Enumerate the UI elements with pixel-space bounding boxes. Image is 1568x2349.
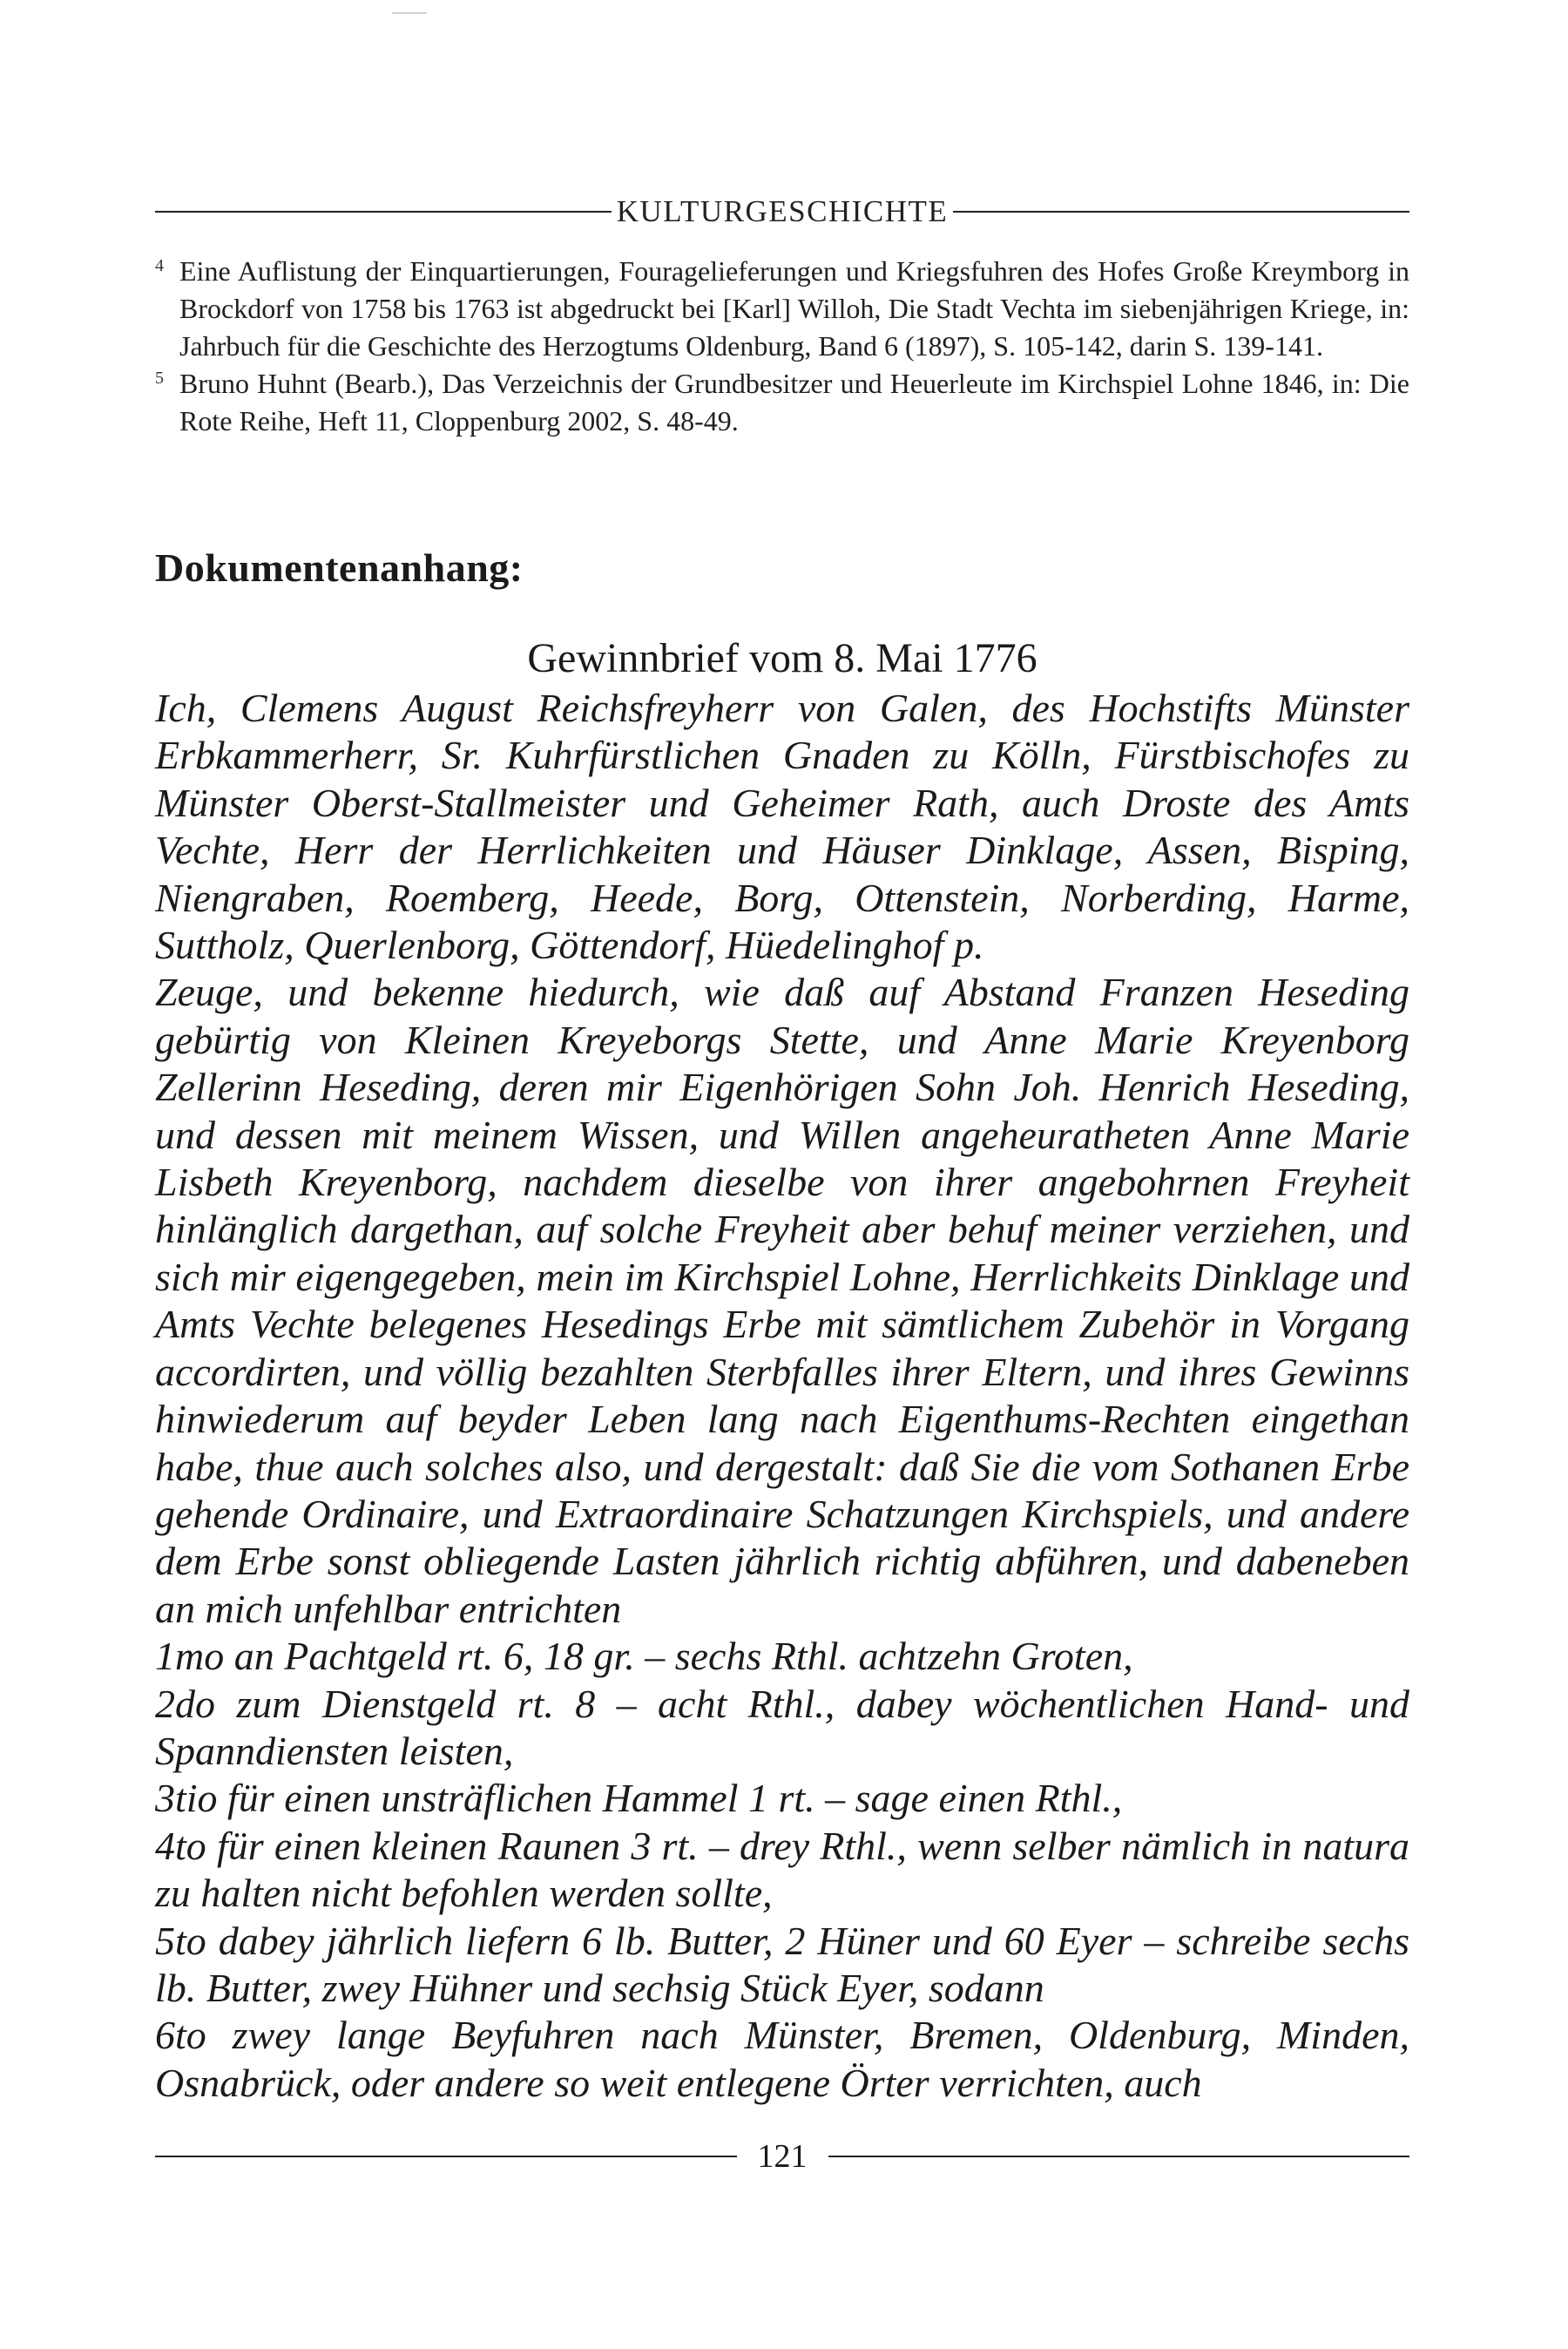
footnote-text: Bruno Huhnt (Bearb.), Das Verzeichnis der Grundbesitzer und Heuerleute im Kirchspiel Lohne 1846, in: Die Rote Reihe, Heft 11, Cloppenburg 2002, S. 48-49. xyxy=(179,368,1409,437)
footnote-mark: 5 xyxy=(155,369,164,388)
footnote-5 xyxy=(155,365,1409,440)
payment-item: 5to dabey jährlich liefern 6 lb. Butter, 2 Hüner und 60 Eyer – schreibe sechs lb. Butter, zwey Hühner und sechsig Stück Eyer, sodann xyxy=(155,1918,1409,2010)
document-paragraph: Ich, Clemens August Reichsfreyherr von Galen, des Hochstifts Münster Erbkammerherr, Sr. Kuhrfürstlichen Gnaden zu Kölln, Fürstbischofes zu Münster Oberst-Stallmeister und Geheimer Rath, auch Droste des Amts Vechte, Herr der Herrlichkeiten und Häuser Dinklage, Assen, Bisping, Niengraben, Roemberg, Heede, Borg, Ottenstein, Norberding, Harme, Suttholz, Querlenborg, Göttendorf, Hüedelinghof p. xyxy=(155,686,1409,968)
payment-item: 6to zwey lange Beyfuhren nach Münster, Bremen, Oldenburg, Minden, Osnabrück, oder andere so weit entlegene Örter verrichten, auch xyxy=(155,2013,1409,2105)
document-title: Gewinnbrief vom 8. Mai 1776 xyxy=(527,635,1037,681)
page-footer xyxy=(155,2135,1409,2178)
payment-item: 4to für einen kleinen Raunen 3 rt. – drey Rthl., wenn selber nämlich in natura zu halten nicht befohlen werden sollte, xyxy=(155,1823,1409,1916)
footnote-4 xyxy=(155,253,1409,365)
scan-mark xyxy=(392,12,427,14)
footer-rule-right xyxy=(828,2156,1410,2157)
footnote-text: Eine Auflistung der Einquartierungen, Fouragelieferungen und Kriegsfuhren des Hofes Große Kreymborg in Brockdorf von 1758 bis 1763 ist abgedruckt bei [Karl] Willoh, Die Stadt Vechta im siebenjährigen Kriege, in: Jahrbuch für die Geschichte des Herzogtums Oldenburg, Band 6 (1897), S. 105-142, darin S. 139-141. xyxy=(179,255,1409,362)
running-header-title: KULTURGESCHICHTE xyxy=(616,194,949,228)
footnotes xyxy=(155,253,1409,440)
payment-item: 2do zum Dienstgeld rt. 8 – acht Rthl., dabey wöchentlichen Hand- und Spanndiensten leisten, xyxy=(155,1681,1409,1773)
document-paragraph: Zeuge, und bekenne hiedurch, wie daß auf Abstand Franzen Heseding gebürtig von Kleinen Kreyeborgs Stette, und Anne Marie Kreyenborg Zellerinn Heseding, deren mir Eigenhörigen Sohn Joh. Henrich Heseding, und dessen mit meinem Wissen, und Willen angeheuratheten Anne Marie Lisbeth Kreyenborg, nachdem dieselbe von ihrer angebohrnen Freyheit hinlänglich dargethan, auf solche Freyheit aber behuf meiner verziehen, und sich mir eigengegeben, mein im Kirchspiel Lohne, Herrlichkeits Dinklage und Amts Vechte belegenes Hesedings Erbe mit sämtlichem Zubehör in Vorgang accordirten, und völlig bezahlten Sterbfalles ihrer Eltern, und ihres Gewinns hinwiederum auf beyder Leben lang nach Eigenthums-Rechten eingethan habe, thue auch solches also, und dergestalt: daß Sie die vom Sothanen Erbe gehende Ordinaire, und Extraordinaire Schatzungen Kirchspiels, und andere dem Erbe sonst obliegende Lasten jährlich richtig abführen, und dabeneben an mich unfehlbar entrichten xyxy=(155,970,1409,1631)
payment-item: 1mo an Pachtgeld rt. 6, 18 gr. – sechs Rthl. achtzehn Groten, xyxy=(155,1634,1133,1679)
footnote-mark: 4 xyxy=(155,256,164,275)
page-number: 121 xyxy=(757,2138,808,2175)
running-header xyxy=(155,190,1409,234)
footer-rule-left xyxy=(155,2156,737,2157)
section-heading: Dokumentenanhang: xyxy=(155,545,524,590)
header-rule-right xyxy=(953,211,1409,213)
header-rule-left xyxy=(155,211,612,213)
payment-item: 3tio für einen unsträflichen Hammel 1 rt. – sage einen Rthl., xyxy=(155,1776,1123,1821)
document-body xyxy=(155,685,1409,2107)
